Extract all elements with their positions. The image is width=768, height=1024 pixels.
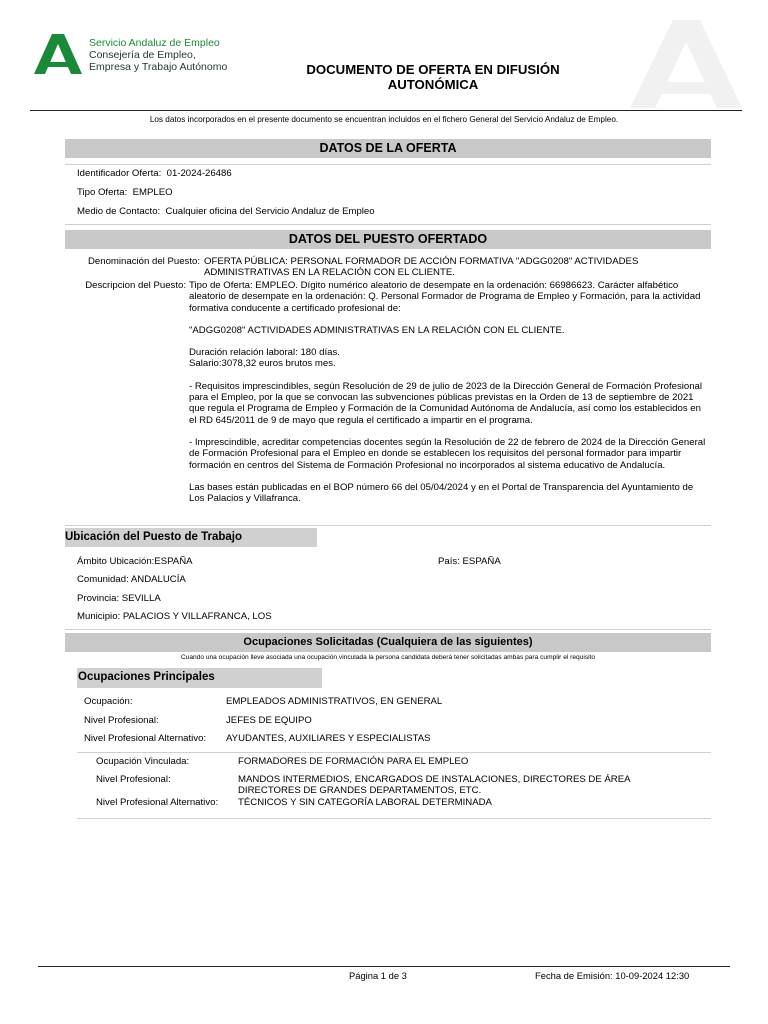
contact-label: Medio de Contacto: bbox=[77, 206, 161, 217]
divider bbox=[77, 752, 711, 753]
desc-paragraph: - Imprescindible, acreditar competencias docentes según la Resolución de 22 de febrero de 2024 de la Dirección General de Formación Profesional para el Empleo en donde se establecen los requisitos del personal formador para impartir formación en centros del Sistema de Formación Profesional no incorporados al sistema educativo de Andalucía. bbox=[189, 436, 706, 471]
org-line-3: Empresa y Trabajo Autónomo bbox=[89, 61, 228, 73]
offer-type-value: EMPLEO bbox=[132, 187, 173, 198]
denominacion-line-1: OFERTA PÚBLICA: PERSONAL FORMADOR DE ACCIÓN FORMATIVA "ADGG0208" ACTIVIDADES bbox=[204, 256, 639, 267]
divider bbox=[65, 224, 711, 225]
org-line-1: Servicio Andaluz de Empleo bbox=[89, 37, 220, 49]
denominacion-value bbox=[204, 256, 714, 279]
divider bbox=[77, 818, 711, 819]
nivel-value: JEFES DE EQUIPO bbox=[226, 715, 312, 726]
denominacion-label: Denominación del Puesto: bbox=[88, 256, 200, 267]
offer-id-row bbox=[77, 168, 232, 179]
vinculada-nivel-alt-value: TÉCNICOS Y SIN CATEGORÍA LABORAL DETERMINADA bbox=[238, 797, 492, 808]
section-datos-puesto: DATOS DEL PUESTO OFERTADO bbox=[65, 230, 711, 249]
organization-name bbox=[89, 37, 227, 73]
vinculada-nivel-label: Nivel Profesional: bbox=[96, 774, 171, 785]
descripcion-label: Descripcion del Puesto: bbox=[85, 280, 186, 291]
nivel-label: Nivel Profesional: bbox=[84, 715, 159, 726]
vinculada-nivel-value bbox=[238, 774, 708, 797]
offer-type-label: Tipo Oferta: bbox=[77, 187, 128, 198]
descripcion-value bbox=[189, 280, 709, 515]
ambito-ubicacion: Ámbito Ubicación:ESPAÑA bbox=[77, 556, 193, 567]
desc-duration: Duración relación laboral: 180 días. bbox=[189, 347, 340, 359]
contact-row bbox=[77, 206, 375, 217]
municipio: Municipio: PALACIOS Y VILLAFRANCA, LOS bbox=[77, 611, 272, 622]
disclaimer: Los datos incorporados en el presente documento se encuentran incluidos en el fichero General del Servicio Andaluz de Empleo. bbox=[149, 115, 619, 124]
title-line-1: DOCUMENTO DE OFERTA EN DIFUSIÓN bbox=[306, 62, 560, 77]
provincia: Provincia: SEVILLA bbox=[77, 593, 161, 604]
vinculada-nivel-line-1: MANDOS INTERMEDIOS, ENCARGADOS DE INSTALACIONES, DIRECTORES DE ÁREA bbox=[238, 774, 631, 785]
vinculada-value: FORMADORES DE FORMACIÓN PARA EL EMPLEO bbox=[238, 756, 469, 767]
desc-paragraph: - Requisitos imprescindibles, según Resolución de 29 de julio de 2023 de la Dirección General de Formación Profesional para el Empleo, por la que se convocan las subvenciones públicas previstas en la Orden de 13 de septiembre de 2021 que regula el Programa de Empleo y Formación de la Comunidad Autónoma de Andalucía, así como los establecidos en el RD 645/2011 de 9 de mayo que regula el certificado a impartir en el programa. bbox=[189, 380, 703, 426]
desc-paragraph: Tipo de Oferta: EMPLEO. Dígito numérico aleatorio de desempate en la ordenación: 66986623. Carácter alfabético aleatorio de desempate en la ordenación: Q. Personal Formador de Programa de Empleo y Formación, para la actividad formativa conducente a certificado profesional de: bbox=[189, 280, 701, 314]
watermark-logo-icon bbox=[628, 18, 744, 110]
comunidad: Comunidad: ANDALUCÍA bbox=[77, 574, 186, 585]
section-ubicacion: Ubicación del Puesto de Trabajo bbox=[65, 528, 317, 547]
vinculada-label: Ocupación Vinculada: bbox=[96, 756, 190, 767]
vinculada-nivel-alt-label: Nivel Profesional Alternativo: bbox=[96, 797, 219, 808]
header-divider bbox=[30, 110, 742, 111]
ocupaciones-note: Cuando una ocupación lleve asociada una ocupación vinculada la persona candidata deberá tener solicitadas ambas para cumplir el requisito bbox=[180, 654, 596, 661]
org-line-2: Consejería de Empleo, bbox=[89, 49, 196, 61]
offer-type-row bbox=[77, 187, 173, 198]
desc-paragraph: "ADGG0208" ACTIVIDADES ADMINISTRATIVAS EN LA RELACIÓN CON EL CLIENTE. bbox=[189, 324, 565, 336]
document-title bbox=[250, 62, 616, 92]
ocupaciones-principales-title: Ocupaciones Principales bbox=[77, 668, 322, 688]
page-number: Página 1 de 3 bbox=[349, 970, 407, 981]
ocupacion-label: Ocupación: bbox=[84, 696, 133, 707]
ocupacion-value: EMPLEADOS ADMINISTRATIVOS, EN GENERAL bbox=[226, 696, 443, 707]
offer-id-value: 01-2024-26486 bbox=[166, 168, 232, 179]
nivel-alt-label: Nivel Profesional Alternativo: bbox=[84, 733, 207, 744]
emission-date: Fecha de Emisión: 10-09-2024 12:30 bbox=[535, 970, 690, 981]
section-datos-oferta: DATOS DE LA OFERTA bbox=[65, 139, 711, 158]
title-line-2: AUTONÓMICA bbox=[387, 77, 479, 92]
divider bbox=[65, 525, 711, 526]
pais: País: ESPAÑA bbox=[438, 556, 501, 567]
footer-divider bbox=[38, 966, 730, 967]
divider bbox=[65, 629, 711, 630]
contact-value: Cualquier oficina del Servicio Andaluz de Empleo bbox=[165, 206, 375, 217]
denominacion-line-2: ADMINISTRATIVAS EN LA RELACIÓN CON EL CLIENTE. bbox=[204, 267, 455, 279]
junta-andalucia-logo-icon bbox=[33, 32, 83, 76]
nivel-alt-value: AYUDANTES, AUXILIARES Y ESPECIALISTAS bbox=[226, 733, 431, 744]
section-ocupaciones: Ocupaciones Solicitadas (Cualquiera de las siguientes) bbox=[65, 633, 711, 652]
desc-salary: Salario:3078,32 euros brutos mes. bbox=[189, 358, 336, 370]
divider bbox=[65, 164, 711, 165]
vinculada-nivel-line-2: DIRECTORES DE GRANDES DEPARTAMENTOS, ETC. bbox=[238, 785, 482, 797]
desc-paragraph: Las bases están publicadas en el BOP número 66 del 05/04/2024 y en el Portal de Transparencia del Ayuntamiento de Los Palacios y Villafranca. bbox=[189, 481, 694, 505]
offer-id-label: Identificador Oferta: bbox=[77, 168, 162, 179]
